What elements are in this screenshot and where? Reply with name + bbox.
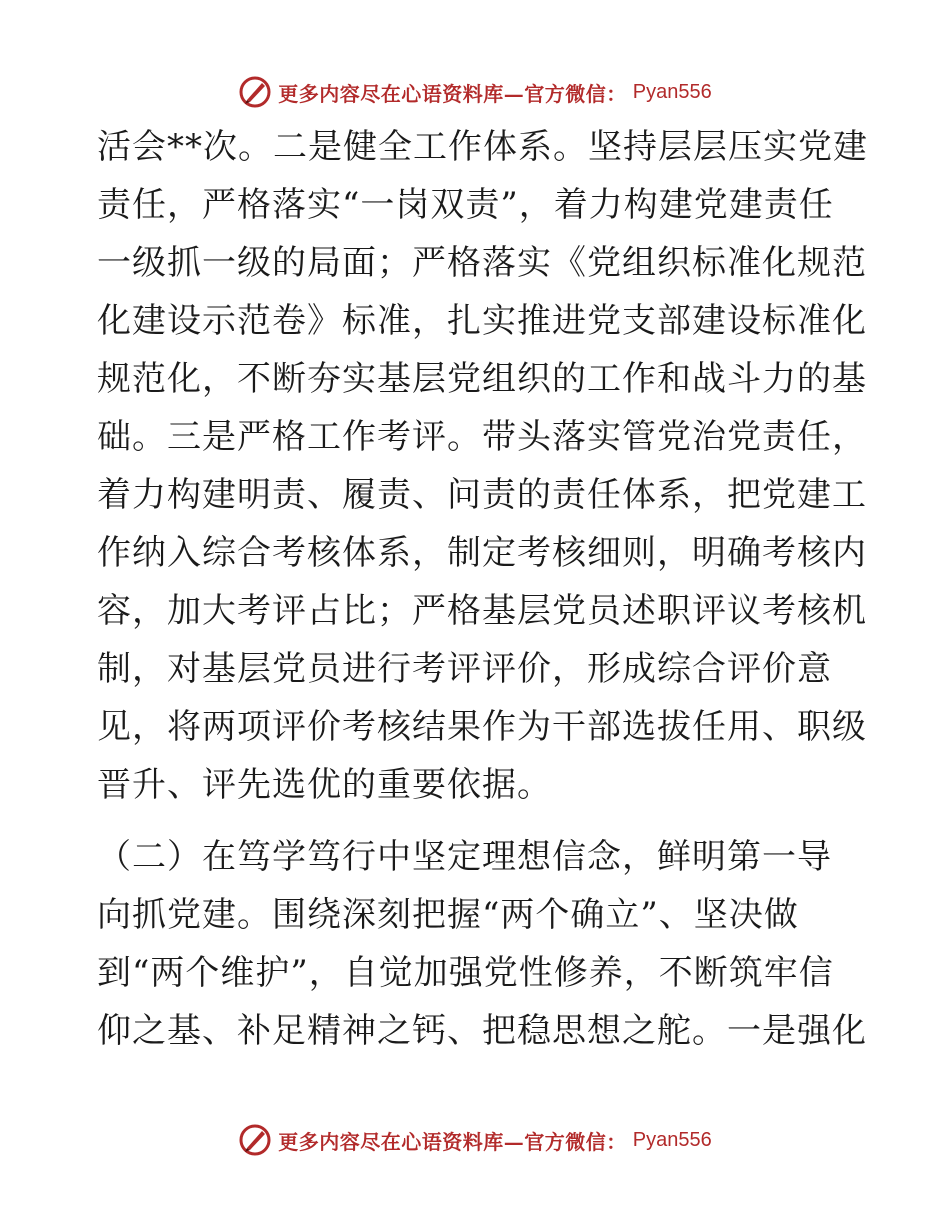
text-line: 规范化，不断夯实基层党组织的工作和战斗力的基 [97, 359, 867, 399]
footer-banner [0, 1120, 950, 1160]
text-line: 着力构建明责、履责、问责的责任体系，把党建工 [97, 475, 867, 515]
header-banner [0, 72, 950, 112]
document-body [97, 118, 868, 1060]
text-line: 容，加大考评占比；严格基层党员述职评议考核机 [97, 591, 867, 631]
text-line: 础。三是严格工作考评。带头落实管党治党责任， [97, 417, 867, 457]
text-line: 化建设示范卷》标准，扎实推进党支部建设标准化 [97, 301, 867, 341]
text-line: 仰之基、补足精神之钙、把稳思想之舵。一是强化 [97, 1011, 867, 1051]
banner-wechat-handle: Pyan556 [632, 80, 712, 103]
banner-text: 更多内容尽在心语资料库—官方微信： [278, 81, 627, 106]
text-line: 向抓党建。围绕深刻把握“两个确立”、坚决做 [97, 895, 799, 935]
text-line: 到“两个维护”，自觉加强党性修养，不断筑牢信 [97, 953, 834, 993]
paragraph-1 [97, 118, 868, 814]
paragraph-2 [97, 828, 867, 1060]
text-line: 责任，严格落实“一岗双责”，着力构建党建责任 [97, 185, 834, 225]
text-line: 作纳入综合考核体系，制定考核细则，明确考核内 [97, 533, 867, 573]
text-line: 一级抓一级的局面；严格落实《党组织标准化规范 [97, 243, 867, 283]
text-line: （二）在笃学笃行中坚定理想信念，鲜明第一导 [97, 837, 832, 877]
paragraph-gap [97, 814, 857, 828]
text-line: 制，对基层党员进行考评评价，形成综合评价意 [97, 649, 832, 689]
quill-pen-logo-icon [238, 1123, 272, 1157]
quill-pen-logo-icon [238, 75, 272, 109]
text-line: 活会**次。二是健全工作体系。坚持层层压实党建 [97, 127, 868, 167]
text-line: 见，将两项评价考核结果作为干部选拔任用、职级 [97, 707, 867, 747]
banner-wechat-handle: Pyan556 [632, 1128, 712, 1151]
banner-text: 更多内容尽在心语资料库—官方微信： [278, 1129, 627, 1154]
text-line: 晋升、评先选优的重要依据。 [97, 765, 552, 805]
